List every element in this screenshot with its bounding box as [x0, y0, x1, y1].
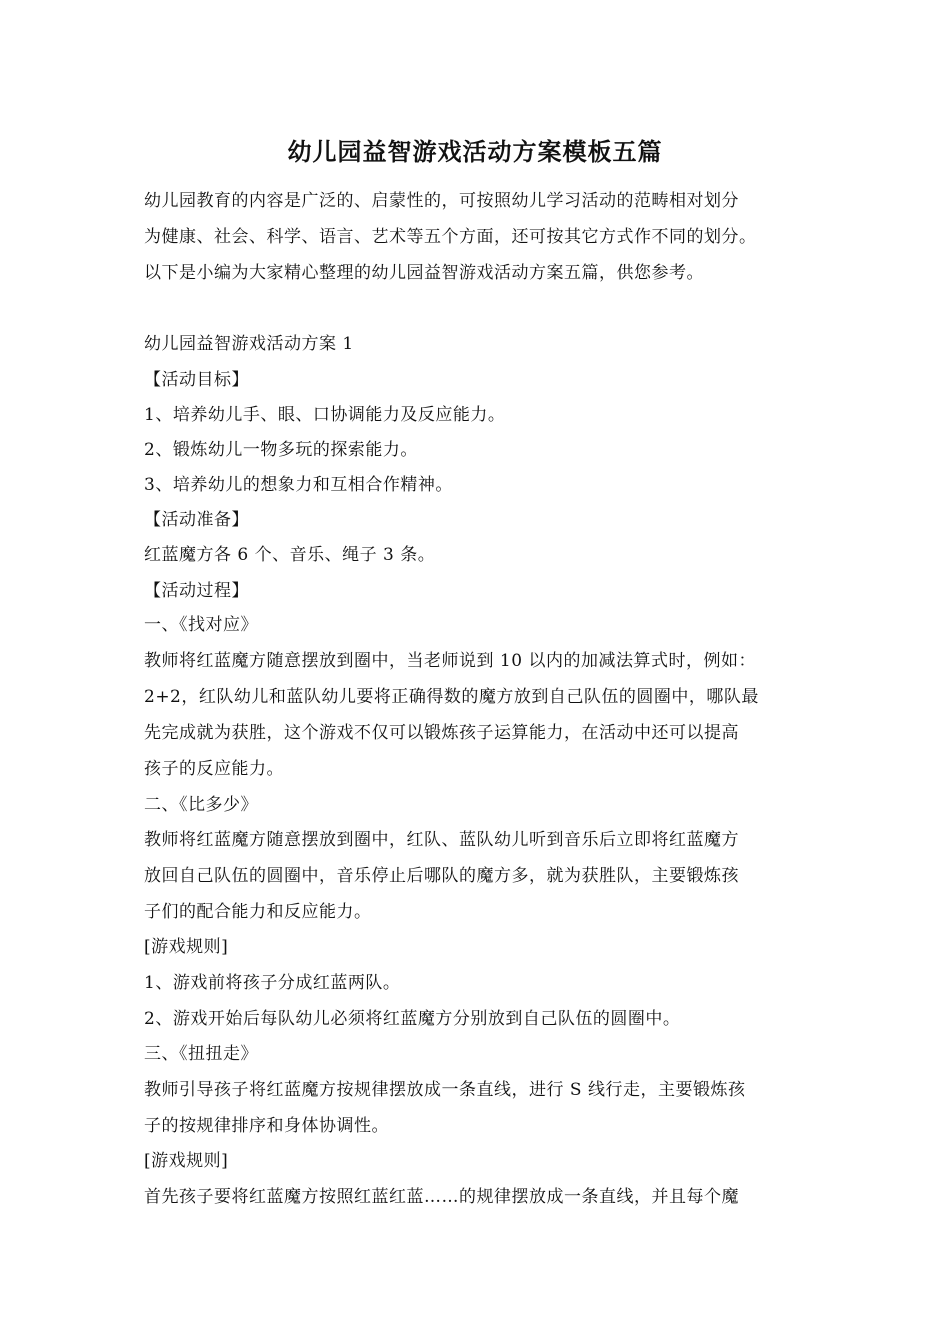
game1-paragraph: [144, 643, 824, 787]
intro-line: 幼儿园教育的内容是广泛的、启蒙性的，可按照幼儿学习活动的范畴相对划分: [144, 191, 739, 211]
intro-line: 以下是小编为大家精心整理的幼儿园益智游戏活动方案五篇，供您参考。: [144, 263, 704, 283]
intro-paragraph: [144, 183, 824, 291]
document-title: 幼儿园益智游戏活动方案模板五篇: [287, 137, 663, 166]
prep-heading: 【活动准备】: [144, 510, 249, 530]
goal-item: 2、锻炼幼儿一物多玩的探索能力。: [144, 440, 418, 460]
game3-paragraph: [144, 1072, 824, 1144]
goal-item: 1、培养幼儿手、眼、口协调能力及反应能力。: [144, 405, 506, 425]
game3-title: 三、《扭扭走》: [144, 1044, 258, 1064]
rules-text-line: 首先孩子要将红蓝魔方按照红蓝红蓝……的规律摆放成一条直线，并且每个魔: [144, 1187, 739, 1207]
game2-paragraph: [144, 822, 824, 930]
game2-line: 放回自己队伍的圆圈中，音乐停止后哪队的魔方多，就为获胜队，主要锻炼孩: [144, 866, 739, 886]
game1-line: 孩子的反应能力。: [144, 759, 284, 779]
game2-title: 二、《比多少》: [144, 795, 258, 815]
rule-item: 2、游戏开始后每队幼儿必须将红蓝魔方分别放到自己队伍的圆圈中。: [144, 1009, 681, 1029]
game3-line: 教师引导孩子将红蓝魔方按规律摆放成一条直线，进行 S 线行走，主要锻炼孩: [144, 1080, 746, 1100]
intro-line: 为健康、社会、科学、语言、艺术等五个方面，还可按其它方式作不同的划分。: [144, 227, 757, 247]
game3-line: 子的按规律排序和身体协调性。: [144, 1116, 389, 1136]
game1-line: 先完成就为获胜，这个游戏不仅可以锻炼孩子运算能力，在活动中还可以提高: [144, 723, 739, 743]
game2-line: 教师将红蓝魔方随意摆放到圈中，红队、蓝队幼儿听到音乐后立即将红蓝魔方: [144, 830, 739, 850]
game1-line: 教师将红蓝魔方随意摆放到圈中，当老师说到 10 以内的加减法算式时，例如：: [144, 651, 756, 671]
game1-line: 2+2，红队幼儿和蓝队幼儿要将正确得数的魔方放到自己队伍的圆圈中，哪队最: [144, 687, 759, 707]
section-title: 幼儿园益智游戏活动方案 1: [144, 334, 354, 354]
goal-item: 3、培养幼儿的想象力和互相合作精神。: [144, 475, 453, 495]
rules-heading: [游戏规则]: [144, 1151, 229, 1171]
process-heading: 【活动过程】: [144, 581, 249, 601]
rule-item: 1、游戏前将孩子分成红蓝两队。: [144, 973, 401, 993]
rules-heading: [游戏规则]: [144, 937, 229, 957]
goal-heading: 【活动目标】: [144, 370, 249, 390]
game2-line: 子们的配合能力和反应能力。: [144, 902, 372, 922]
game1-title: 一、《找对应》: [144, 615, 258, 635]
prep-text: 红蓝魔方各 6 个、音乐、绳子 3 条。: [144, 545, 436, 565]
